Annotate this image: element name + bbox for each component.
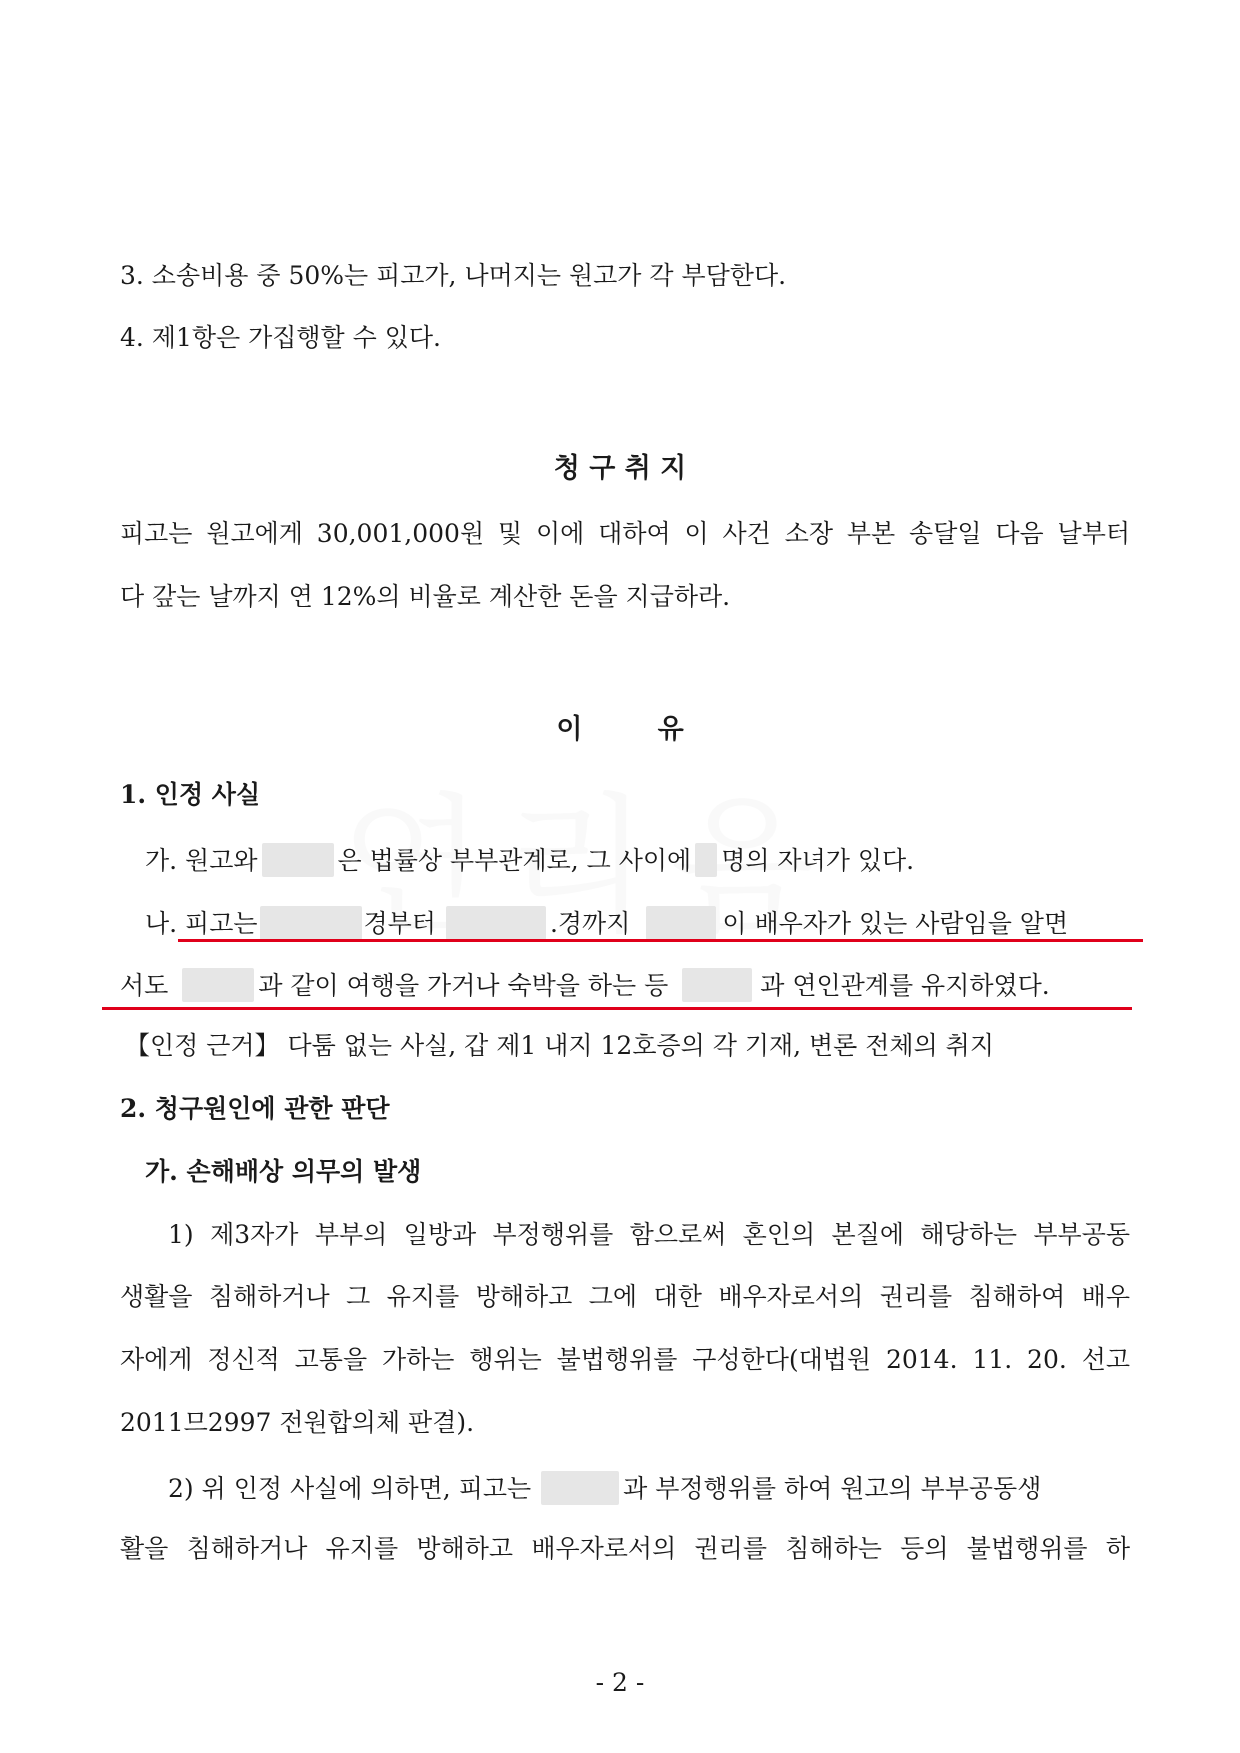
para-2-line-2: 활을 침해하거나 유지를 방해하고 배우자로서의 권리를 침해하는 등의 불법행위를 하 bbox=[120, 1534, 1130, 1563]
para-1-line-2: 생활을 침해하거나 그 유지를 방해하고 그에 대한 배우자로서의 권리를 침해하여 배우 bbox=[120, 1282, 1130, 1311]
redaction-block bbox=[682, 968, 752, 1002]
redaction-block bbox=[262, 843, 334, 877]
section-1-title: 1. 인정 사실 bbox=[120, 780, 261, 809]
para-2-prefix: 2) 위 인정 사실에 의하면, 피고는 bbox=[168, 1474, 532, 1503]
fact-na2-prefix: 서도 bbox=[120, 971, 169, 1000]
para-2-line-1 bbox=[168, 1471, 1130, 1501]
fact-ga-prefix: 가. 원고와 bbox=[145, 846, 258, 875]
fact-na-line-1 bbox=[145, 906, 1130, 936]
fact-na2-middle: 과 같이 여행을 가거나 숙박을 하는 등 bbox=[258, 971, 669, 1000]
disposition-item-3: 3. 소송비용 중 50%는 피고가, 나머지는 원고가 각 부담한다. bbox=[120, 261, 787, 290]
fact-na-line-2 bbox=[120, 968, 1130, 998]
claim-heading: 청 구 취 지 bbox=[553, 453, 687, 484]
fact-na2-suffix: 과 연인관계를 유지하였다. bbox=[760, 971, 1050, 1000]
red-underline bbox=[102, 1007, 1132, 1010]
redaction-block bbox=[446, 906, 546, 940]
para-1-line-4: 2011므2997 전원합의체 판결). bbox=[120, 1408, 475, 1437]
redaction-block bbox=[182, 968, 254, 1002]
para-1-line-3: 자에게 정신적 고통을 가하는 행위는 불법행위를 구성한다(대법원 2014. 11. 20. 선고 bbox=[120, 1345, 1130, 1374]
disposition-item-4: 4. 제1항은 가집행할 수 있다. bbox=[120, 323, 441, 352]
fact-na-until: .경까지 bbox=[549, 909, 631, 938]
para-1-line-1: 1) 제3자가 부부의 일방과 부정행위를 함으로써 혼인의 본질에 해당하는 부부공동 bbox=[168, 1220, 1130, 1249]
fact-ga-suffix: 명의 자녀가 있다. bbox=[721, 846, 915, 875]
redaction-block bbox=[541, 1471, 619, 1505]
fact-na-prefix: 나. 피고는 bbox=[145, 909, 258, 938]
redaction-block bbox=[260, 906, 362, 940]
claim-line-1: 피고는 원고에게 30,001,000원 및 이에 대하여 이 사건 소장 부본 송달일 다음 날부터 bbox=[120, 519, 1130, 548]
page-number: - 2 - bbox=[595, 1668, 645, 1697]
fact-ga-middle: 은 법률상 부부관계로, 그 사이에 bbox=[337, 846, 692, 875]
redaction-block bbox=[695, 843, 717, 877]
subsection-ga-title: 가. 손해배상 의무의 발생 bbox=[145, 1157, 422, 1186]
red-underline bbox=[178, 939, 1143, 942]
claim-line-2: 다 갚는 날까지 연 12%의 비율로 계산한 돈을 지급하라. bbox=[120, 582, 731, 611]
section-2-title: 2. 청구원인에 관한 판단 bbox=[120, 1094, 390, 1123]
reasons-heading: 이 유 bbox=[556, 714, 684, 745]
fact-ga bbox=[145, 843, 1130, 873]
fact-na-suffix: 이 배우자가 있는 사람임을 알면 bbox=[722, 909, 1069, 938]
redaction-block bbox=[646, 906, 716, 940]
fact-basis: 【인정 근거】 다툼 없는 사실, 갑 제1 내지 12호증의 각 기재, 변론 전체의 취지 bbox=[125, 1031, 994, 1060]
para-2-suffix: 과 부정행위를 하여 원고의 부부공동생 bbox=[623, 1474, 1042, 1503]
fact-na-from: 경부터 bbox=[363, 909, 436, 938]
